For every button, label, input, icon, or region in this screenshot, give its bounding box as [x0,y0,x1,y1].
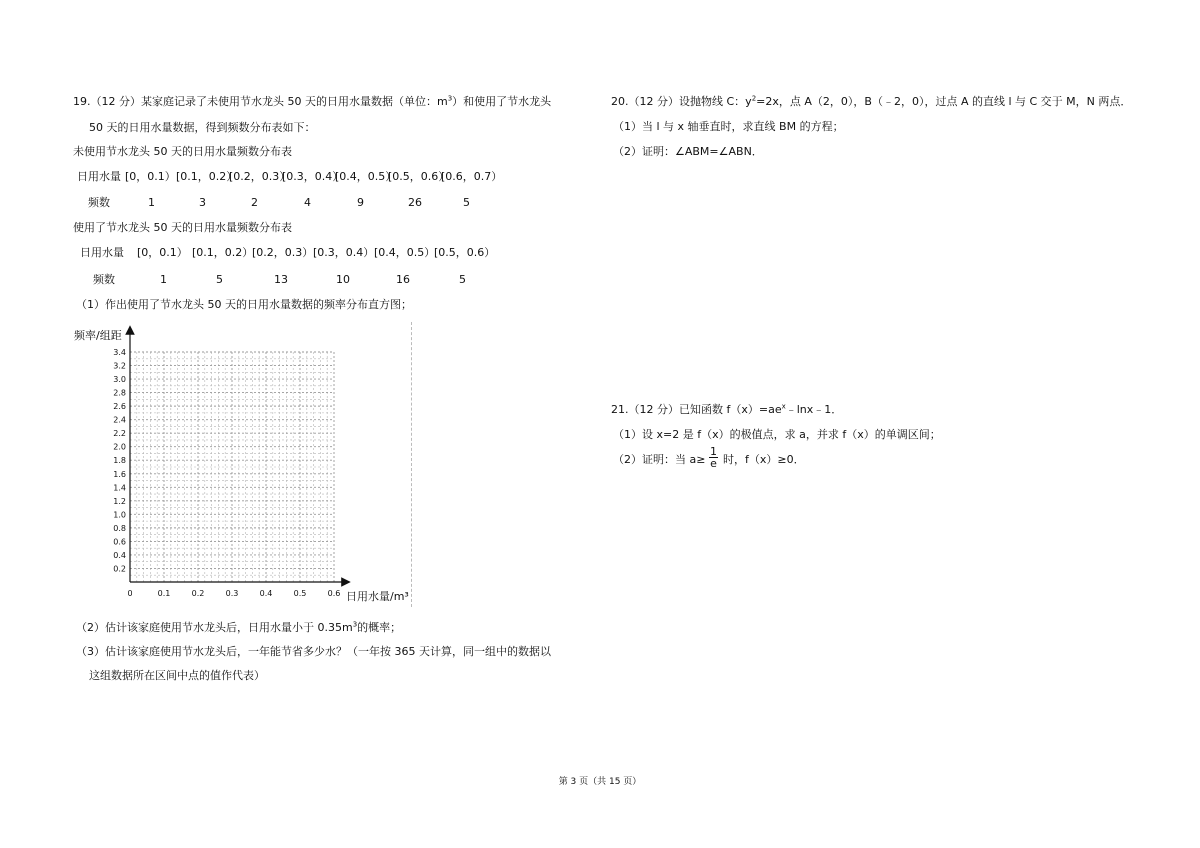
x-tick-label: 0.3 [225,589,239,598]
q19-line1-a: 19.（12 分）某家庭记录了未使用节水龙头 50 天的日用水量数据（单位：m [73,95,448,108]
y-axis-label: 频率/组距 [74,329,122,342]
x-tick-label: 0 [127,589,133,598]
q20-line1-b: =2x，点 A（2，0），B（﹣2，0），过点 A 的直线 l 与 C 交于 M，N 两点． [756,95,1132,108]
q19-line1-sup: 3 [447,94,453,103]
table1-interval: [0.3，0.4） [282,170,344,183]
table2-header-label: 日用水量 [80,246,124,259]
q19-part2-a: （2）估计该家庭使用节水龙头后，日用水量小于 0.35m [76,621,353,634]
histogram-grid-chart [70,325,415,610]
table2-interval: [0.5，0.6） [434,246,496,259]
table1-count: 26 [408,196,422,209]
q20-line1 [611,95,1131,109]
table2-title: 使用了节水龙头 50 天的日用水量频数分布表 [73,221,292,234]
y-tick-label: 0.2 [113,564,126,574]
table2-count: 10 [336,273,350,286]
page-footer: 第 3 页（共 15 页） [558,777,642,787]
table2-count-label: 频数 [93,273,115,286]
y-tick-label: 1.6 [113,469,126,479]
y-tick-label: 3.2 [113,361,126,371]
table1-count: 5 [463,196,470,209]
q19-line1-b: ）和使用了节水龙头 [452,95,552,108]
q21-part2 [613,453,705,467]
q19-line2: 50 天的日用水量数据，得到频数分布表如下： [89,121,316,134]
q21-line1-sup: x [781,402,786,411]
y-tick-label: 1.4 [113,483,126,493]
table2-count: 13 [274,273,288,286]
table2-interval: [0.3，0.4） [313,246,375,259]
y-tick-label: 1.0 [113,510,126,520]
table1-title: 未使用节水龙头 50 天的日用水量频数分布表 [73,145,292,158]
y-tick-label: 3.0 [113,375,126,385]
q21-part1: （1）设 x=2 是 f（x）的极值点，求 a，并求 f（x）的单调区间； [613,428,941,441]
x-tick-label: 0.5 [293,589,307,598]
table1-header-label: 日用水量 [77,170,121,183]
q19-line1 [73,95,551,109]
x-axis-label: 日用水量/m³ [346,590,409,603]
fraction-one-over-e [709,446,718,470]
table1-interval: [0.4，0.5） [335,170,397,183]
fraction-denominator: e [710,457,717,470]
table2-interval: [0.4，0.5） [374,246,436,259]
table1-interval: [0.1，0.2） [176,170,238,183]
y-tick-label: 1.2 [113,496,126,506]
table2-count-row [0,273,600,287]
y-tick-label: 0.6 [113,537,126,547]
table1-count: 4 [304,196,311,209]
q19-part1: （1）作出使用了节水龙头 50 天的日用水量数据的频率分布直方图； [76,298,412,311]
y-tick-label: 1.8 [113,456,126,466]
y-tick-label: 0.4 [113,550,126,560]
q20-part2: （2）证明：∠ABM=∠ABN． [613,145,763,158]
table2-interval: [0.2，0.3） [252,246,314,259]
x-tick-label: 0.2 [191,589,205,598]
table1-count: 3 [199,196,206,209]
y-tick-label: 2.0 [113,442,126,452]
table2-interval: [0.1，0.2） [192,246,254,259]
q21-line1 [611,403,842,417]
table2-header-row [0,246,600,260]
table1-count-label: 频数 [88,196,110,209]
table1-header-row [0,170,600,184]
table1-count: 1 [148,196,155,209]
table1-count: 2 [251,196,258,209]
q19-part3-line2: 这组数据所在区间中点的值作代表） [89,669,265,682]
x-tick-label: 0.1 [157,589,171,598]
table2-count: 5 [459,273,466,286]
table1-count-row [0,196,600,210]
x-tick-label: 0.4 [259,589,273,598]
table2-count: 1 [160,273,167,286]
table2-count: 16 [396,273,410,286]
q21-line1-b: ﹣lnx﹣1． [785,403,843,416]
q21-line1-a: 21.（12 分）已知函数 f（x）=ae [611,403,782,416]
y-tick-label: 3.4 [113,348,126,357]
q19-part2-b: 的概率； [357,621,402,634]
q19-part3-line1: （3）估计该家庭使用节水龙头后，一年能节省多少水？（一年按 365 天计算，同一组中的数据以 [76,645,551,658]
y-tick-label: 2.8 [113,388,126,398]
q20-line1-sup: 2 [751,94,757,103]
q21-part2-a: （2）证明：当 a≥ [613,453,706,466]
y-tick-label: 2.6 [113,402,126,412]
x-tick-label: 0.6 [327,589,341,598]
q19-part2 [76,621,401,635]
q20-line1-a: 20.（12 分）设抛物线 C：y [611,95,752,108]
table2-interval: [0，0.1） [137,246,188,259]
column-divider [411,322,412,607]
table1-interval: [0，0.1） [125,170,176,183]
y-tick-label: 2.2 [113,429,126,439]
q20-part1: （1）当 l 与 x 轴垂直时，求直线 BM 的方程； [613,120,844,133]
table1-interval: [0.5，0.6） [388,170,450,183]
q21-part2-tail: 时，f（x）≥0． [723,453,805,466]
y-tick-label: 2.4 [113,415,126,425]
fraction-numerator: 1 [710,445,717,458]
table1-interval: [0.2，0.3） [229,170,291,183]
table2-count: 5 [216,273,223,286]
table1-count: 9 [357,196,364,209]
q19-part2-sup: 3 [352,620,358,629]
y-tick-label: 0.8 [113,523,126,533]
table1-interval: [0.6，0.7） [441,170,503,183]
